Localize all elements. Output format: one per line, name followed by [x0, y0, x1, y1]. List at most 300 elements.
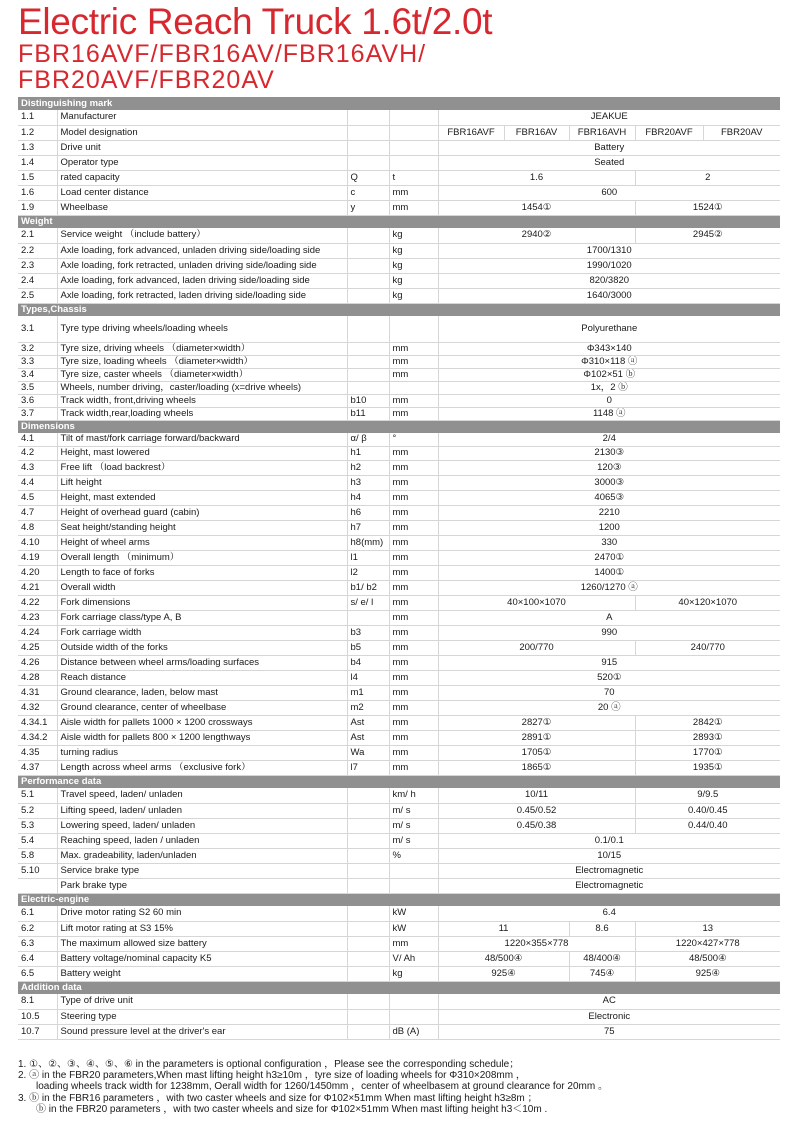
- spec-row: [18, 818, 780, 833]
- section-label: Performance data: [18, 775, 780, 788]
- section-header: [18, 303, 780, 316]
- row-parameter: rated capacity: [57, 170, 347, 185]
- row-value: Electromagnetic: [438, 878, 780, 893]
- row-value: FBR16AVF: [438, 125, 504, 140]
- spec-row: [18, 670, 780, 685]
- section-header: [18, 981, 780, 994]
- row-value: 2470①: [438, 550, 780, 565]
- row-symbol: l4: [347, 670, 389, 685]
- row-unit: mm: [389, 368, 438, 381]
- section-header: [18, 893, 780, 906]
- row-unit: m/ s: [389, 803, 438, 818]
- row-unit: mm: [389, 640, 438, 655]
- row-number: 10.5: [18, 1009, 57, 1024]
- row-unit: mm: [389, 446, 438, 460]
- spec-row: [18, 110, 780, 125]
- spec-row: [18, 760, 780, 775]
- row-number: 1.3: [18, 140, 57, 155]
- row-value: 925④: [635, 966, 780, 981]
- spec-row: [18, 185, 780, 200]
- spec-row: [18, 258, 780, 273]
- row-unit: kW: [389, 906, 438, 921]
- row-symbol: [347, 316, 389, 342]
- row-parameter: Tyre size, loading wheels （diameter×width）: [57, 355, 347, 368]
- row-parameter: Fork carriage width: [57, 625, 347, 640]
- section-header: [18, 215, 780, 228]
- row-parameter: Outside width of the forks: [57, 640, 347, 655]
- row-unit: kg: [389, 258, 438, 273]
- row-number: 3.5: [18, 381, 57, 394]
- row-number: 2.1: [18, 228, 57, 243]
- row-number: 1.9: [18, 200, 57, 215]
- spec-row: [18, 550, 780, 565]
- row-symbol: Ast: [347, 730, 389, 745]
- row-unit: t: [389, 170, 438, 185]
- row-number: 4.35: [18, 745, 57, 760]
- row-value: 520①: [438, 670, 780, 685]
- row-number: 6.3: [18, 936, 57, 951]
- row-value: 120③: [438, 460, 780, 475]
- row-unit: mm: [389, 200, 438, 215]
- row-value: 1400①: [438, 565, 780, 580]
- row-number: 1.4: [18, 155, 57, 170]
- row-value: 1705①: [438, 745, 635, 760]
- row-unit: kg: [389, 243, 438, 258]
- row-symbol: [347, 342, 389, 355]
- row-parameter: Height of overhead guard (cabin): [57, 505, 347, 520]
- row-number: 5.8: [18, 848, 57, 863]
- row-number: 4.32: [18, 700, 57, 715]
- row-value: 915: [438, 655, 780, 670]
- spec-row: [18, 655, 780, 670]
- row-value: 1865①: [438, 760, 635, 775]
- section-header: [18, 420, 780, 433]
- row-parameter: Height of wheel arms: [57, 535, 347, 550]
- row-value: 2893①: [635, 730, 780, 745]
- spec-row: [18, 878, 780, 893]
- row-unit: [389, 878, 438, 893]
- row-value: FBR16AV: [504, 125, 569, 140]
- row-value: 925④: [438, 966, 569, 981]
- row-unit: mm: [389, 407, 438, 420]
- spec-row: [18, 936, 780, 951]
- row-parameter: Drive unit: [57, 140, 347, 155]
- row-symbol: [347, 788, 389, 803]
- row-number: 1.6: [18, 185, 57, 200]
- row-unit: [389, 381, 438, 394]
- row-symbol: [347, 818, 389, 833]
- spec-row: [18, 730, 780, 745]
- row-parameter: Fork carriage class/type A, B: [57, 610, 347, 625]
- row-number: 4.23: [18, 610, 57, 625]
- row-symbol: b4: [347, 655, 389, 670]
- row-symbol: [347, 906, 389, 921]
- row-value: 48/500④: [635, 951, 780, 966]
- footnote-line: loading wheels track width for 1238mm, Oerall width for 1260/1450mm ，center of wheelbasem at ground clearance for 20mm 。: [36, 1081, 608, 1093]
- row-unit: mm: [389, 550, 438, 565]
- spec-row: [18, 243, 780, 258]
- row-number: 4.21: [18, 580, 57, 595]
- row-value: 1700/1310: [438, 243, 780, 258]
- row-unit: mm: [389, 460, 438, 475]
- row-value: Electromagnetic: [438, 863, 780, 878]
- row-value: 2: [635, 170, 780, 185]
- row-symbol: h6: [347, 505, 389, 520]
- row-number: 4.34.2: [18, 730, 57, 745]
- row-value: 1770①: [635, 745, 780, 760]
- row-parameter: Overall length （minimum）: [57, 550, 347, 565]
- row-number: 3.3: [18, 355, 57, 368]
- row-number: 5.2: [18, 803, 57, 818]
- row-unit: kg: [389, 273, 438, 288]
- row-parameter: Height, mast lowered: [57, 446, 347, 460]
- row-unit: [389, 110, 438, 125]
- spec-row: [18, 140, 780, 155]
- row-value: Electronic: [438, 1009, 780, 1024]
- row-parameter: Travel speed, laden/ unladen: [57, 788, 347, 803]
- row-parameter: Lift motor rating at S3 15%: [57, 921, 347, 936]
- row-symbol: h1: [347, 446, 389, 460]
- row-symbol: [347, 273, 389, 288]
- row-value: 1990/1020: [438, 258, 780, 273]
- row-number: 3.6: [18, 394, 57, 407]
- row-symbol: [347, 355, 389, 368]
- row-symbol: [347, 368, 389, 381]
- row-number: 4.24: [18, 625, 57, 640]
- row-unit: mm: [389, 505, 438, 520]
- row-value: 820/3820: [438, 273, 780, 288]
- spec-row: [18, 994, 780, 1009]
- row-parameter: Manufacturer: [57, 110, 347, 125]
- row-parameter: Seat height/standing height: [57, 520, 347, 535]
- row-symbol: [347, 228, 389, 243]
- row-parameter: Aisle width for pallets 1000 × 1200 crossways: [57, 715, 347, 730]
- row-parameter: Aisle width for pallets 800 × 1200 lengthways: [57, 730, 347, 745]
- section-label: Weight: [18, 215, 780, 228]
- row-unit: [389, 994, 438, 1009]
- row-value: 1x，2 ⓑ: [438, 381, 780, 394]
- row-number: 4.37: [18, 760, 57, 775]
- row-parameter: Steering type: [57, 1009, 347, 1024]
- row-unit: m/ s: [389, 818, 438, 833]
- row-number: 4.28: [18, 670, 57, 685]
- row-symbol: h7: [347, 520, 389, 535]
- row-unit: [389, 1009, 438, 1024]
- section-label: Electric-engine: [18, 893, 780, 906]
- row-unit: mm: [389, 730, 438, 745]
- row-parameter: Lift height: [57, 475, 347, 490]
- row-unit: [389, 316, 438, 342]
- spec-row: [18, 368, 780, 381]
- row-parameter: Length to face of forks: [57, 565, 347, 580]
- row-value: 48/500④: [438, 951, 569, 966]
- row-symbol: [347, 258, 389, 273]
- row-number: 4.34.1: [18, 715, 57, 730]
- spec-row: [18, 921, 780, 936]
- spec-row: [18, 228, 780, 243]
- row-value: FBR20AVF: [635, 125, 703, 140]
- section-header: [18, 775, 780, 788]
- row-symbol: [347, 140, 389, 155]
- spec-row: [18, 170, 780, 185]
- row-number: 4.26: [18, 655, 57, 670]
- row-number: 4.7: [18, 505, 57, 520]
- row-unit: mm: [389, 760, 438, 775]
- row-number: 5.3: [18, 818, 57, 833]
- row-unit: mm: [389, 655, 438, 670]
- spec-row: [18, 745, 780, 760]
- spec-row: [18, 685, 780, 700]
- row-value: A: [438, 610, 780, 625]
- row-number: 5.1: [18, 788, 57, 803]
- row-unit: km/ h: [389, 788, 438, 803]
- row-value: 40×120×1070: [635, 595, 780, 610]
- row-unit: mm: [389, 936, 438, 951]
- row-symbol: m2: [347, 700, 389, 715]
- spec-row: [18, 155, 780, 170]
- row-number: 2.3: [18, 258, 57, 273]
- spec-row: [18, 355, 780, 368]
- row-value: 3000③: [438, 475, 780, 490]
- model-list-line-1: FBR16AVF/FBR16AV/FBR16AVH/: [18, 40, 427, 68]
- row-value: 2130③: [438, 446, 780, 460]
- row-unit: mm: [389, 342, 438, 355]
- row-symbol: [347, 288, 389, 303]
- row-number: 4.19: [18, 550, 57, 565]
- row-symbol: Q: [347, 170, 389, 185]
- row-parameter: Park brake type: [57, 878, 347, 893]
- row-unit: [389, 155, 438, 170]
- spec-row: [18, 200, 780, 215]
- row-number: 4.1: [18, 433, 57, 446]
- row-value: 0: [438, 394, 780, 407]
- row-symbol: [347, 155, 389, 170]
- row-symbol: [347, 833, 389, 848]
- footnotes: [18, 1059, 788, 1115]
- row-parameter: Drive motor rating S2 60 min: [57, 906, 347, 921]
- row-symbol: h8(mm): [347, 535, 389, 550]
- spec-row: [18, 505, 780, 520]
- row-number: 4.31: [18, 685, 57, 700]
- spec-row: [18, 951, 780, 966]
- row-value: 1640/3000: [438, 288, 780, 303]
- spec-row: [18, 580, 780, 595]
- row-symbol: [347, 381, 389, 394]
- row-value: 0.45/0.52: [438, 803, 635, 818]
- row-value: 600: [438, 185, 780, 200]
- spec-row: [18, 407, 780, 420]
- spec-row: [18, 640, 780, 655]
- row-parameter: Wheelbase: [57, 200, 347, 215]
- row-symbol: [347, 994, 389, 1009]
- row-parameter: Tilt of mast/fork carriage forward/backward: [57, 433, 347, 446]
- row-value: 2940②: [438, 228, 635, 243]
- row-unit: mm: [389, 700, 438, 715]
- row-unit: V/ Ah: [389, 951, 438, 966]
- spec-row: [18, 906, 780, 921]
- row-parameter: Reaching speed, laden / unladen: [57, 833, 347, 848]
- row-value: 1454①: [438, 200, 635, 215]
- spec-row: [18, 535, 780, 550]
- row-number: 6.5: [18, 966, 57, 981]
- row-number: 4.8: [18, 520, 57, 535]
- row-number: 1.5: [18, 170, 57, 185]
- row-symbol: [347, 125, 389, 140]
- row-value: FBR20AV: [703, 125, 780, 140]
- row-unit: mm: [389, 715, 438, 730]
- row-parameter: Track width,rear,loading wheels: [57, 407, 347, 420]
- row-symbol: h3: [347, 475, 389, 490]
- row-parameter: Lowering speed, laden/ unladen: [57, 818, 347, 833]
- row-symbol: b3: [347, 625, 389, 640]
- row-symbol: [347, 1024, 389, 1039]
- row-unit: mm: [389, 185, 438, 200]
- row-value: 2210: [438, 505, 780, 520]
- row-parameter: turning radius: [57, 745, 347, 760]
- row-value: 10/15: [438, 848, 780, 863]
- spec-row: [18, 490, 780, 505]
- row-unit: kW: [389, 921, 438, 936]
- row-unit: mm: [389, 535, 438, 550]
- row-unit: mm: [389, 625, 438, 640]
- row-symbol: y: [347, 200, 389, 215]
- row-parameter: Overall width: [57, 580, 347, 595]
- row-value: 6.4: [438, 906, 780, 921]
- row-parameter: Model designation: [57, 125, 347, 140]
- row-number: 3.4: [18, 368, 57, 381]
- spec-row: [18, 394, 780, 407]
- section-header: [18, 97, 780, 110]
- row-number: 4.22: [18, 595, 57, 610]
- row-value: 40×100×1070: [438, 595, 635, 610]
- row-value: Seated: [438, 155, 780, 170]
- row-unit: mm: [389, 685, 438, 700]
- row-value: 1148 ⓐ: [438, 407, 780, 420]
- row-number: 4.2: [18, 446, 57, 460]
- row-number: 3.2: [18, 342, 57, 355]
- row-value: 2945②: [635, 228, 780, 243]
- row-number: 4.10: [18, 535, 57, 550]
- row-unit: mm: [389, 394, 438, 407]
- row-value: 20 ⓐ: [438, 700, 780, 715]
- spec-row: [18, 446, 780, 460]
- row-value: 2/4: [438, 433, 780, 446]
- spec-row: [18, 460, 780, 475]
- row-parameter: Distance between wheel arms/loading surfaces: [57, 655, 347, 670]
- row-number: 4.5: [18, 490, 57, 505]
- row-symbol: [347, 878, 389, 893]
- row-unit: kg: [389, 966, 438, 981]
- row-symbol: [347, 610, 389, 625]
- row-parameter: Ground clearance, laden, below mast: [57, 685, 347, 700]
- row-parameter: Load center distance: [57, 185, 347, 200]
- row-parameter: Lifting speed, laden/ unladen: [57, 803, 347, 818]
- row-symbol: [347, 863, 389, 878]
- row-value: 1524①: [635, 200, 780, 215]
- row-unit: mm: [389, 475, 438, 490]
- row-value: 1220×355×778: [438, 936, 635, 951]
- footnote-line: 3. ⓑ in the FBR16 parameters ，with two caster wheels and size for Φ102×51mm When mast lifting height h3≥8m ；: [18, 1092, 538, 1104]
- row-unit: mm: [389, 670, 438, 685]
- row-value: 2827①: [438, 715, 635, 730]
- spec-row: [18, 715, 780, 730]
- row-value: JEAKUE: [438, 110, 780, 125]
- row-parameter: Free lift （load backrest）: [57, 460, 347, 475]
- row-unit: dB (A): [389, 1024, 438, 1039]
- row-value: 8.6: [569, 921, 635, 936]
- spec-row: [18, 381, 780, 394]
- row-value: 75: [438, 1024, 780, 1039]
- spec-row: [18, 433, 780, 446]
- row-value: Φ343×140: [438, 342, 780, 355]
- row-unit: mm: [389, 745, 438, 760]
- row-symbol: Wa: [347, 745, 389, 760]
- row-number: 4.3: [18, 460, 57, 475]
- row-value: 2891①: [438, 730, 635, 745]
- row-value: Φ102×51 ⓑ: [438, 368, 780, 381]
- row-number: 1.1: [18, 110, 57, 125]
- spec-row: [18, 1009, 780, 1024]
- row-parameter: Battery voltage/nominal capacity K5: [57, 951, 347, 966]
- row-parameter: Service weight （include battery）: [57, 228, 347, 243]
- row-symbol: [347, 1009, 389, 1024]
- spec-row: [18, 966, 780, 981]
- row-number: 4.20: [18, 565, 57, 580]
- spec-row: [18, 803, 780, 818]
- spec-row: [18, 316, 780, 342]
- row-value: 4065③: [438, 490, 780, 505]
- row-value: 240/770: [635, 640, 780, 655]
- row-unit: [389, 863, 438, 878]
- row-value: 1200: [438, 520, 780, 535]
- row-number: 6.4: [18, 951, 57, 966]
- row-number: 1.2: [18, 125, 57, 140]
- row-symbol: c: [347, 185, 389, 200]
- row-number: 2.4: [18, 273, 57, 288]
- page-title: Electric Reach Truck 1.6t/2.0t: [18, 1, 493, 42]
- row-value: 9/9.5: [635, 788, 780, 803]
- row-value: 330: [438, 535, 780, 550]
- row-number: 8.1: [18, 994, 57, 1009]
- section-label: Types,Chassis: [18, 303, 780, 316]
- row-value: FBR16AVH: [569, 125, 635, 140]
- row-symbol: h4: [347, 490, 389, 505]
- section-label: Distinguishing mark: [18, 97, 780, 110]
- model-list-line-2: FBR20AVF/FBR20AV: [18, 66, 275, 94]
- spec-table: [18, 97, 780, 1040]
- row-number: 5.10: [18, 863, 57, 878]
- row-symbol: α/ β: [347, 433, 389, 446]
- spec-row: [18, 610, 780, 625]
- row-unit: kg: [389, 228, 438, 243]
- row-unit: [389, 140, 438, 155]
- row-value: 1260/1270 ⓐ: [438, 580, 780, 595]
- row-parameter: Track width, front,driving wheels: [57, 394, 347, 407]
- row-parameter: Sound pressure level at the driver's ear: [57, 1024, 347, 1039]
- row-parameter: Axle loading, fork advanced, laden driving side/loading side: [57, 273, 347, 288]
- row-unit: mm: [389, 520, 438, 535]
- row-symbol: [347, 803, 389, 818]
- row-symbol: b10: [347, 394, 389, 407]
- row-number: 4.25: [18, 640, 57, 655]
- row-number: 4.4: [18, 475, 57, 490]
- spec-row: [18, 520, 780, 535]
- spec-row: [18, 475, 780, 490]
- row-unit: mm: [389, 580, 438, 595]
- row-parameter: Tyre size, driving wheels （diameter×width）: [57, 342, 347, 355]
- row-unit: mm: [389, 490, 438, 505]
- row-unit: mm: [389, 595, 438, 610]
